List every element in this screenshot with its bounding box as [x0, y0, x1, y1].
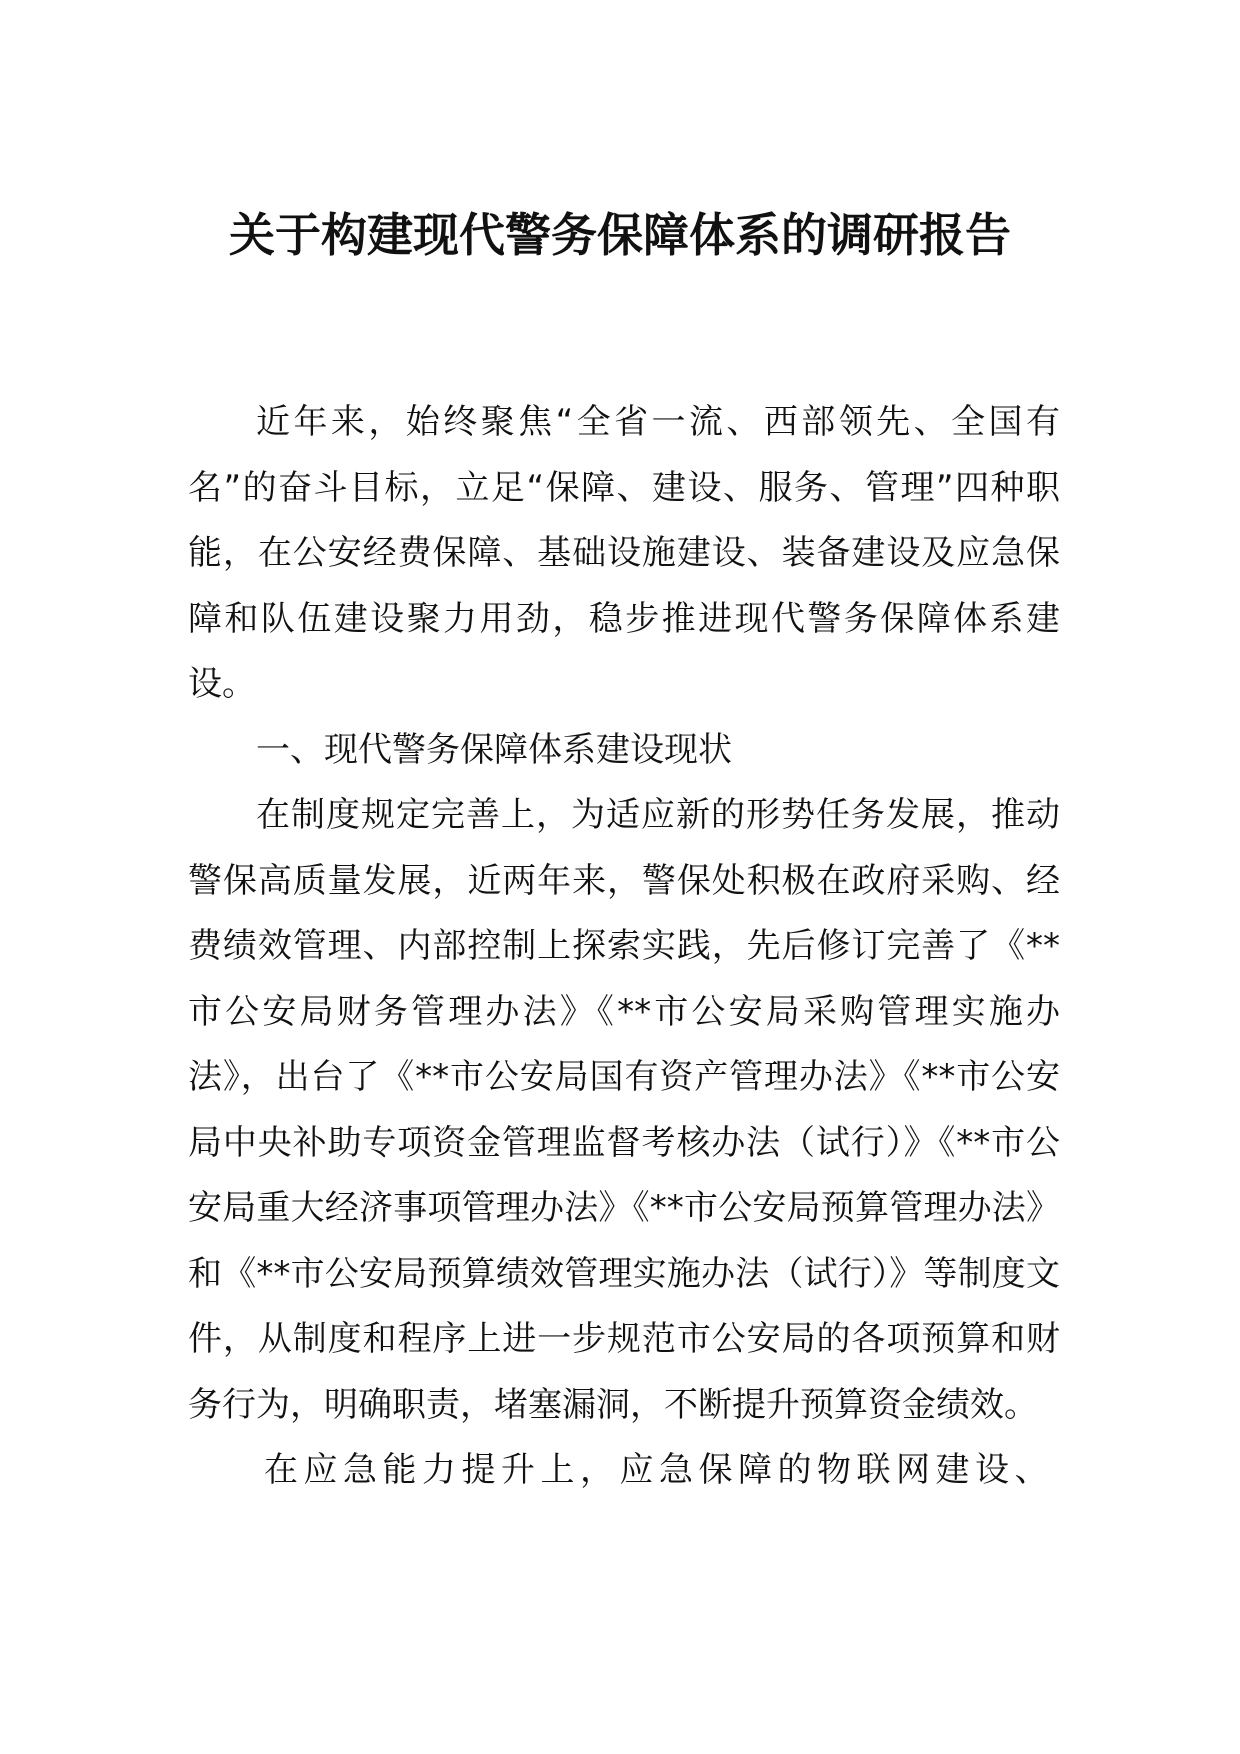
document-title: 关于构建现代警务保障体系的调研报告: [229, 208, 1011, 262]
section-heading: 一、现代警务保障体系建设现状: [256, 729, 732, 770]
document-body: [188, 390, 1060, 1504]
intro-paragraph: 近年来，始终聚焦“全省一流、西部领先、全国有名”的奋斗目标，立足“保障、建设、服务、管理”四种职能，在公安经费保障、基础设施建设、装备建设及应急保障和队伍建设聚力用劲，稳步推进现代警务保障体系建设。: [188, 402, 1060, 704]
regulations-paragraph: 在制度规定完善上，为适应新的形势任务发展，推动警保高质量发展，近两年来，警保处积极在政府采购、经费绩效管理、内部控制上探索实践，先后修订完善了《**市公安局财务管理办法》《**市公安局采购管理实施办法》，出台了《**市公安局国有资产管理办法》《**市公安局中央补助专项资金管理监督考核办法（试行）》《**市公安局重大经济事项管理办法》《**市公安局预算管理办法》和《**市公安局预算绩效管理实施办法（试行）》等制度文件，从制度和程序上进一步规范市公安局的各项预算和财务行为，明确职责，堵塞漏洞，不断提升预算资金绩效。: [188, 795, 1060, 1425]
emergency-paragraph: 在应急能力提升上，应急保障的物联网建设、: [264, 1450, 1054, 1490]
